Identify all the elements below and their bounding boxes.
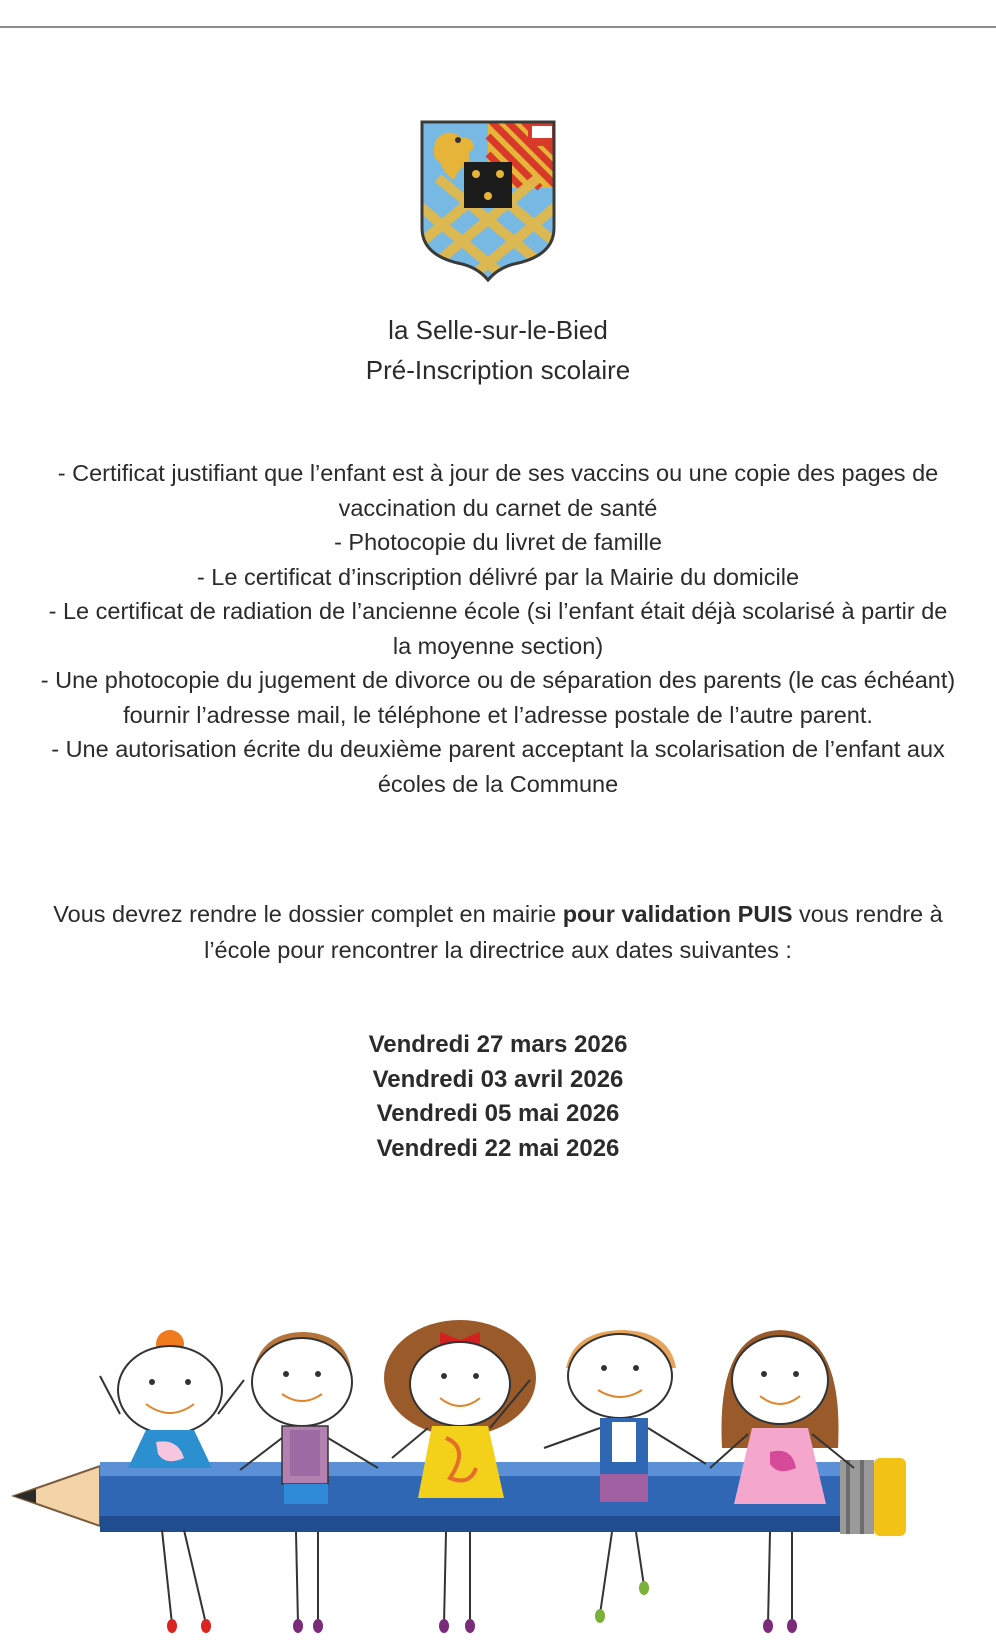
- date-item: Vendredi 05 mai 2026: [376, 1100, 620, 1127]
- dates-list: [0, 1028, 996, 1166]
- title-block: [0, 310, 996, 390]
- notice-text-2: vous rendre à l’école pour rencontrer la directrice aux dates suivantes :: [204, 901, 943, 963]
- date-item: Vendredi 22 mai 2026: [376, 1134, 620, 1162]
- requirement-item: - Le certificat de radiation de l’ancienne école (si l’enfant était déjà scolarisé à partir de la moyenne section): [48, 598, 948, 659]
- top-rule: [0, 26, 996, 28]
- coat-of-arms-icon: [418, 118, 558, 284]
- date-item: Vendredi 27 mars 2026: [368, 1031, 628, 1058]
- requirement-item: - Certificat justifiant que l’enfant est à jour de ses vaccins ou une copie des pages de vaccination du carnet de santé: [57, 460, 939, 521]
- notice-text-1: Vous devrez rendre le dossier complet en mairie: [53, 901, 563, 927]
- requirement-item: - Le certificat d’inscription délivré par la Mairie du domicile: [196, 563, 800, 590]
- notice-emphasis: pour validation PUIS: [562, 901, 793, 927]
- requirement-item: - Une photocopie du jugement de divorce ou de séparation des parents (le cas échéant) fournir l’adresse mail, le téléphone et l’adresse postale de l’autre parent.: [40, 667, 956, 728]
- children-pencil-icon: [0, 1318, 996, 1638]
- date-item: Vendredi 03 avril 2026: [372, 1065, 624, 1093]
- town-name: la Selle-sur-le-Bied: [388, 315, 608, 345]
- page-title: Pré-Inscription scolaire: [365, 355, 631, 385]
- requirement-item: - Une autorisation écrite du deuxième parent acceptant la scolarisation de l’enfant aux écoles de la Commune: [51, 736, 945, 797]
- requirement-item: - Photocopie du livret de famille: [334, 529, 662, 555]
- notice-paragraph: [40, 896, 956, 968]
- children-on-pencil-illustration: [0, 1318, 996, 1638]
- requirements-list: [40, 456, 956, 801]
